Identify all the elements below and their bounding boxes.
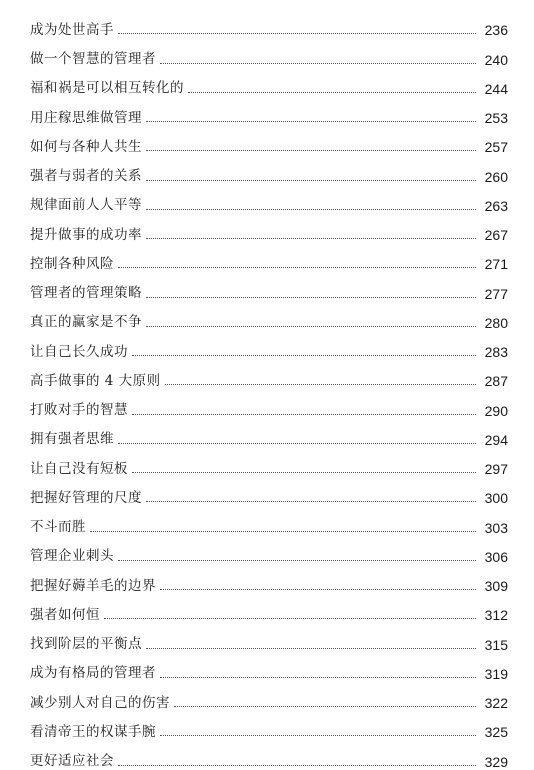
toc-entry-title: 不斗而胜 xyxy=(30,519,86,535)
toc-entry[interactable] xyxy=(30,301,508,330)
dot-leader xyxy=(160,677,476,678)
toc-entry-page: 236 xyxy=(484,22,508,39)
toc-entry-page: 319 xyxy=(484,665,508,682)
toc-entry[interactable] xyxy=(30,593,508,622)
toc-entry[interactable] xyxy=(30,505,508,534)
dot-leader xyxy=(188,92,476,93)
toc-entry-title: 强者如何恒 xyxy=(30,606,100,623)
dot-leader xyxy=(174,706,476,707)
toc-entry[interactable] xyxy=(30,154,508,183)
toc-entry-page: 257 xyxy=(484,139,508,156)
dot-leader xyxy=(146,238,476,239)
dot-leader xyxy=(146,297,476,298)
toc-entry-page: 260 xyxy=(484,168,508,185)
table-of-contents xyxy=(30,8,508,769)
toc-entry-page: 312 xyxy=(484,607,508,624)
toc-entry-title: 管理者的管理策略 xyxy=(30,285,142,301)
dot-leader xyxy=(132,472,476,473)
toc-entry-title: 更好适应社会 xyxy=(30,753,114,769)
toc-entry-title: 高手做事的 4 大原则 xyxy=(30,372,161,389)
toc-entry[interactable] xyxy=(30,184,508,213)
toc-entry[interactable] xyxy=(30,359,508,388)
dot-leader xyxy=(118,560,476,561)
toc-entry-page: 297 xyxy=(484,461,508,477)
toc-entry-page: 287 xyxy=(484,373,508,390)
toc-entry[interactable] xyxy=(30,564,508,593)
toc-entry-page: 244 xyxy=(484,80,508,97)
toc-entry[interactable] xyxy=(30,652,508,681)
toc-entry-title: 把握好管理的尺度 xyxy=(30,489,142,506)
toc-entry-title: 让自己长久成功 xyxy=(30,343,128,360)
toc-entry-page: 322 xyxy=(484,695,508,711)
dot-leader xyxy=(146,209,476,210)
toc-entry[interactable] xyxy=(30,242,508,271)
toc-entry[interactable] xyxy=(30,388,508,417)
toc-entry-title: 成为有格局的管理者 xyxy=(30,665,156,682)
toc-entry-title: 把握好薅羊毛的边界 xyxy=(30,577,156,594)
toc-entry-title: 做一个智慧的管理者 xyxy=(30,51,156,67)
toc-entry-title: 管理企业刺头 xyxy=(30,548,114,565)
toc-entry-title: 打败对手的智慧 xyxy=(30,402,128,418)
toc-entry-page: 271 xyxy=(484,256,508,273)
toc-entry[interactable] xyxy=(30,476,508,505)
toc-entry[interactable] xyxy=(30,96,508,125)
toc-entry-page: 240 xyxy=(484,51,508,68)
toc-entry-title: 用庄稼思维做管理 xyxy=(30,109,142,126)
dot-leader xyxy=(146,180,476,181)
toc-entry[interactable] xyxy=(30,330,508,359)
dot-leader xyxy=(160,589,476,590)
toc-entry[interactable] xyxy=(30,447,508,476)
toc-entry[interactable] xyxy=(30,739,508,768)
dot-leader xyxy=(160,735,476,736)
toc-entry-page: 280 xyxy=(484,314,508,331)
toc-entry-page: 283 xyxy=(484,344,508,360)
toc-entry-title: 强者与弱者的关系 xyxy=(30,168,142,184)
toc-entry-page: 309 xyxy=(484,578,508,594)
toc-entry-title: 提升做事的成功率 xyxy=(30,226,142,243)
toc-entry[interactable] xyxy=(30,8,508,37)
toc-entry-page: 294 xyxy=(484,431,508,448)
dot-leader xyxy=(118,33,476,34)
toc-entry-page: 306 xyxy=(484,548,508,565)
toc-entry-page: 277 xyxy=(484,285,508,302)
toc-entry-page: 290 xyxy=(484,402,508,419)
toc-entry-title: 福和祸是可以相互转化的 xyxy=(30,80,184,97)
toc-entry[interactable] xyxy=(30,622,508,651)
dot-leader xyxy=(118,267,476,268)
toc-entry-page: 303 xyxy=(484,519,508,536)
toc-entry-title: 如何与各种人共生 xyxy=(30,138,142,155)
toc-entry-page: 325 xyxy=(484,724,508,741)
dot-leader xyxy=(146,150,476,151)
toc-entry[interactable] xyxy=(30,271,508,300)
toc-entry-page: 315 xyxy=(484,636,508,653)
toc-entry-page: 253 xyxy=(484,110,508,126)
dot-leader xyxy=(132,355,476,356)
toc-entry-page: 300 xyxy=(484,490,508,507)
dot-leader xyxy=(104,618,476,619)
toc-entry[interactable] xyxy=(30,418,508,447)
dot-leader xyxy=(146,501,476,502)
toc-entry-title: 控制各种风险 xyxy=(30,255,114,272)
toc-entry[interactable] xyxy=(30,213,508,242)
toc-entry[interactable] xyxy=(30,37,508,66)
toc-entry-title: 拥有强者思维 xyxy=(30,431,114,448)
toc-entry[interactable] xyxy=(30,710,508,739)
dot-leader xyxy=(146,648,476,649)
toc-entry-page: 263 xyxy=(484,197,508,214)
dot-leader xyxy=(160,63,476,64)
dot-leader xyxy=(146,326,476,327)
dot-leader xyxy=(90,531,476,532)
dot-leader xyxy=(118,443,476,444)
dot-leader xyxy=(146,121,476,122)
toc-entry-title: 规律面前人人平等 xyxy=(30,197,142,214)
toc-entry-title: 让自己没有短板 xyxy=(30,460,128,477)
toc-entry-title: 减少别人对自己的伤害 xyxy=(30,694,170,711)
toc-entry-title: 看清帝王的权谋手腕 xyxy=(30,723,156,740)
dot-leader xyxy=(165,384,476,385)
toc-entry-title: 找到阶层的平衡点 xyxy=(30,636,142,652)
toc-entry[interactable] xyxy=(30,125,508,154)
dot-leader xyxy=(132,414,476,415)
toc-entry[interactable] xyxy=(30,681,508,710)
toc-entry-title: 真正的赢家是不争 xyxy=(30,314,142,331)
toc-entry-page: 329 xyxy=(484,753,508,770)
toc-entry[interactable] xyxy=(30,535,508,564)
toc-entry[interactable] xyxy=(30,67,508,96)
dot-leader xyxy=(118,765,476,766)
toc-entry-title: 成为处世高手 xyxy=(30,21,114,38)
toc-entry-page: 267 xyxy=(484,227,508,243)
